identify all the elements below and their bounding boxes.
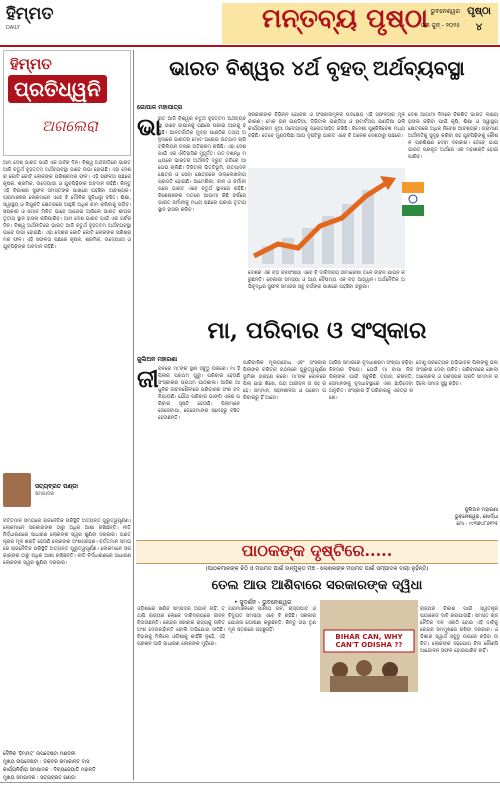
page-number: ୪ xyxy=(475,22,483,33)
column-divider xyxy=(133,50,134,780)
readers-banner-title: ପାଠକଙ୍କ ଦୃଷ୍ଟିରେ..... xyxy=(241,541,393,560)
editorial-text-1: ଆମ ଦେଶ ଭାରତ ପାଇଁ ଏକ ଗର୍ବର ଦିନ। ବିଶ୍ୱ ଅର୍ଥନୀତିରେ ଭାରତ ଆଜି ଚତୁର୍ଥ ବୃହତ୍ତମ ଅର୍ଥବ୍ୟବସ୍ଥା ଭାବେ ଉଭା ହୋଇଛି। ଏହା ଦେଶର କୋଟି କୋଟି ଲୋକଙ୍କ ପରିଶ୍ରମର ଫଳ। ଏହି ସଫଳତା ପଛରେ କୃଷକ, ଶ୍ରମିକ, ଉଦ୍ୟୋଗୀ ଓ ଯୁବପିଢ଼ିଙ୍କ ଅବଦାନ ରହିଛି। କିନ୍ତୁ ଏହି ବିକାଶର ସୁଫଳ ସମସ୍ତଙ୍କ ପାଖରେ ପହଞ୍ଚିବା ଆବଶ୍ୟକ। ଗ୍ରାମାଞ୍ଚଳର ଲୋକମାନେ ଏବେ ବି ମୌଳିକ ସୁବିଧାରୁ ବଞ୍ଚିତ। ଶିକ୍ଷା, ସ୍ୱାସ୍ଥ୍ୟ ଓ ନିଯୁକ୍ତି କ୍ଷେତ୍ରରେ ଆହୁରି ଅଧିକ କାମ କରିବାକୁ ପଡ଼ିବ। ସରକାର ଓ ସମାଜ ମିଳିତ ଭାବେ ଆଗେଇ ଆସିଲେ ଭାରତ ଶୀଘ୍ର ତୃତୀୟ ସ୍ଥାନ ହାସଲ କରିପାରିବ। ଆମ ଦେଶ ଭାରତ ପାଇଁ ଏକ ଗର୍ବର ଦିନ। ବିଶ୍ୱ ଅର୍ଥନୀତିରେ ଭାରତ ଆଜି ଚତୁର୍ଥ ବୃହତ୍ତମ ଅର୍ଥବ୍ୟବସ୍ଥା ଭାବେ ଉଭା ହୋଇଛି। ଏହା ଦେଶର କୋଟି କୋଟି ଲୋକଙ୍କ ପରିଶ୍ରମର ଫଳ। ଏହି ସଫଳତା ପଛରେ କୃଷକ, ଶ୍ରମିକ, ଉଦ୍ୟୋଗୀ ଓ ଯୁବପିଢ଼ିଙ୍କ ଅବଦାନ ରହିଛି। xyxy=(3,160,131,250)
left-column xyxy=(3,50,131,784)
growth-chart-icon xyxy=(248,168,405,268)
advisory-line-2: କାର୍ଯ୍ୟନିର୍ବାହୀ ସମ୍ପାଦକ : ଦିବ୍ୟଜ୍ୟୋତି ମହାନ୍ତି xyxy=(3,767,96,773)
article1-byline: ଗୋପାଳ ମହାପାତ୍ର xyxy=(137,104,183,111)
sig-place: ଭୁବନେଶ୍ୱର, ଖୋର୍ଦ୍ଧା xyxy=(454,514,498,520)
article2-dropcap: ଜୀ xyxy=(137,364,159,393)
column-logo-l1: ହିମ୍ମତ xyxy=(10,55,52,73)
advisory-board xyxy=(3,750,131,782)
article3-headline: ତେଲ ଆଉ ଆଶିବାରେ ସରକାରଙ୍କ ଦ୍ୱିଧା xyxy=(211,578,423,593)
brand-name: ହିମ୍ମତ xyxy=(6,4,54,24)
readers-subtitle: (ପାଠକମାନଙ୍କ ଚିଠି ଓ ମତାମତ ପାଇଁ ଉନ୍ମୁକ୍ତ ମଞ୍ଚ - ଲେଖକଙ୍କ ମତାମତ ପାଇଁ ସମ୍ପାଦକ ଦାୟୀ ନୁହଁନ୍ତି) xyxy=(205,566,429,572)
article1-col2: ସରକାରଙ୍କ ବିଭିନ୍ନ ଯୋଜନା ଓ ସଂସ୍କାରମୂଳକ ପଦକ୍ଷେପ ଏହି ସଫଳତାର ମୂଳ କାରଣ। ମେକ ଇନ୍ ଇଣ୍ଡିଆ, ଡିଜିଟାଲ ଇଣ୍ଡିଆ ଓ ଷ୍ଟାର୍ଟଅପ ଇଣ୍ଡିଆ ଭଳି କାର୍ଯ୍ୟକ୍ରମ ନୂଆ ଉଦ୍ୟୋଗକୁ ପ୍ରୋତ୍ସାହିତ କରିଛି। ବିଦେଶୀ ପୁଞ୍ଜିନିବେଶ ମଧ୍ୟ ବଢ଼ିଛି। ତେବେ ମୁଣ୍ଡପିଛା ଆୟ ଦୃଷ୍ଟିରୁ ଭାରତ ଏବେ ବି ଅନେକ ଦେଶଠାରୁ ପଛରେ। xyxy=(248,112,405,139)
edition-place: ଭୁବନେଶ୍ୱର xyxy=(430,8,460,15)
article2-signature xyxy=(418,507,498,528)
article3-col1: ଓଡ଼ିଶାରେ ଖଣିଜ ସମ୍ପଦର ଅଭାବ ନାହିଁ, ତଥାପି ରାଜ୍ୟର ଲୋକେ ଦାରିଦ୍ର୍ୟରେ ଜୀବନ ବିତାଉଛନ୍ତି। କେନ୍ଦ୍ର ସରକାର ରାଜ୍ୟକୁ ଉଚିତ ଅଂଶ ଦେଉନାହାଁନ୍ତି ବୋଲି ଅଭିଯୋଗ ଉଠିଛି। ବିହାରକୁ ମିଳିଲେ ଓଡ଼ିଶାକୁ କାହିଁକି ନୁହେଁ, ଏହି ପ୍ରଶ୍ନ ଆଜି ସାଧାରଣ ଲୋକଙ୍କ ମୁହଁରେ। xyxy=(137,606,225,647)
protest-photo xyxy=(320,600,418,692)
column-logo-l3: ଅଗଲେରା xyxy=(42,117,98,135)
column-logo-l2: ପ୍ରତିଧ୍ୱନି xyxy=(8,75,107,103)
article2-byline: ଜୁଲିଅନ ମହାରଣା xyxy=(137,356,178,363)
article1-headline: ଭାରତ ବିଶ୍ୱର ୪ର୍ଥ ବୃହତ୍ ଅର୍ଥବ୍ୟବସ୍ଥା xyxy=(169,56,465,80)
column-logo xyxy=(3,50,131,156)
advisory-title: ଦୈନିକ 'ହିମ୍ମତ' ଉପଦେଷ୍ଟା ମଣ୍ଡଳୀ xyxy=(3,751,76,757)
edition-date: ୦୩ ଜୁନ୍ - ୨୦୨୫ xyxy=(420,22,460,29)
article2-col4: ତେଣୁ ପ୍ରତ୍ୟେକ ଅଭିଭାବକ ପିଲାଙ୍କୁ ଭଲ ସଂସ୍କାର ଦେବା ଉଚିତ। ପରିବାରରେ ଖୋଲା ଆଲୋଚନା ଓ ପରସ୍ପର ପ୍ରତି ସମ୍ମାନ ରହିଲେ ସମାଜ ସୁସ୍ଥ ରହିବ। xyxy=(416,360,498,387)
page-bottom-rule xyxy=(0,782,500,783)
sig-name: ଜୁଲିଅନ ମହାରଣା xyxy=(464,507,498,513)
protest-banner-text: BIHAR CAN, WHY CAN'T ODISHA ?? xyxy=(335,633,403,649)
editorial-text-2: ବର୍ତ୍ତମାନ ସମୟରେ ରାଜନୈତିକ ପରିସ୍ଥିତି ଅତ୍ୟନ୍ତ ଗୁରୁତ୍ୱପୂର୍ଣ୍ଣ। ଲୋକମାନେ ସରକାରଙ୍କ ଠାରୁ ଅଧିକ ଆଶା ରଖିଛନ୍ତି। ନୀତି ନିର୍ଦ୍ଧାରଣରେ ସାଧାରଣ ଲୋକଙ୍କ ସ୍ୱର ଶୁଣିବା ଦରକାର। ଗଣତନ୍ତ୍ରର ମୂଳ ଶକ୍ତି ହେଉଛି ଲୋକଙ୍କ ଅଂଶଗ୍ରହଣ। ବର୍ତ୍ତମାନ ସମୟରେ ରାଜନୈତିକ ପରିସ୍ଥିତି ଅତ୍ୟନ୍ତ ଗୁରୁତ୍ୱପୂର୍ଣ୍ଣ। ଲୋକମାନେ ସରକାରଙ୍କ ଠାରୁ ଅଧିକ ଆଶା ରଖିଛନ୍ତି। ନୀତି ନିର୍ଦ୍ଧାରଣରେ ସାଧାରଣ ଲୋକଙ୍କ ସ୍ୱର ଶୁଣିବା ଦରକାର। xyxy=(3,518,131,566)
article1-col1: ରତ ଆଜି ବିଶ୍ୱର ଚତୁର୍ଥ ବୃହତ୍ତମ ଅର୍ଥବ୍ୟବସ୍ଥା ଭାବେ ଜାପାନକୁ ପଛରେ ପକାଇ ଆଗକୁ ବଢ଼ିଛି। ଆନ୍ତର୍ଜାତିକ ମୁଦ୍ରା ପାଣ୍ଠିର ତଥ୍ୟ ଅନୁସାରେ ଭାରତର ମୋଟ ଘରୋଇ ଉତ୍ପାଦ ଚାରି ଟ୍ରିଲିୟନ ଡଲାର ଅତିକ୍ରମ କରିଛି। ଏହା ଦେଶ ପାଇଁ ଏକ ଐତିହାସିକ ମୁହୂର୍ତ୍ତ। ଗତ ଦଶନ୍ଧି ମଧ୍ୟରେ ଭାରତର ଅର୍ଥନୀତି ଦ୍ରୁତ ଗତିରେ ଆଗେଇ ଚାଲିଛି। ଡିଜିଟାଲ ଭିତ୍ତିଭୂମି, ଉତ୍ପାଦନ କ୍ଷେତ୍ର ଓ ସେବା କ୍ଷେତ୍ରରେ ଉଲ୍ଲେଖନୀୟ ପ୍ରଗତି ହୋଇଛି। ଆମେରିକା, ଚୀନ ଓ ଜର୍ମାନୀ ପରେ ଭାରତ ଏବେ ଚତୁର୍ଥ ସ୍ଥାନରେ ରହିଛି। ବିଶେଷଜ୍ଞଙ୍କ ମତରେ ଆଗାମୀ କିଛି ବର୍ଷରେ ଭାରତ ଜର୍ମାନୀକୁ ମଧ୍ୟ ପଛରେ ପକାଇ ତୃତୀୟ ସ୍ଥାନ ହାସଲ କରିବ। xyxy=(158,116,246,213)
brand-tag: DAILY xyxy=(6,25,20,31)
author-box xyxy=(3,462,131,518)
article1-col4: ଦେଶ ଆଗାମୀ ଦିନରେ ବିକଶିତ ଭାରତ ଲକ୍ଷ୍ୟ ହାସଲ କରିବା ପାଇଁ କୃଷି, ଶିକ୍ଷା ଓ ସ୍ୱାସ୍ଥ୍ୟ କ୍ଷେତ୍ରରେ ଅଧିକ ନିବେଶ ଆବଶ୍ୟକ। ଗ୍ରାମୀଣ ଅର୍ଥନୀତିକୁ ସୁଦୃଢ଼ କରିବା ସହ ଯୁବପିଢ଼ିଙ୍କୁ କୌଶଳ ପ୍ରଶିକ୍ଷଣ ଦେବା ଦରକାର। ତେବେ ଯାଇ ଭାରତ ପ୍ରକୃତ ଅର୍ଥରେ ଏକ ମହାଶକ୍ତି ହୋଇପାରିବ। xyxy=(408,112,498,160)
page-number-box xyxy=(463,4,495,38)
article3-byline: • ସୁଦର୍ଶନ - ଭୁବନେଶ୍ୱର xyxy=(234,599,292,606)
page-label: ପୃଷ୍ଠା xyxy=(467,6,491,17)
article2-col3: ଆଜିର ସମାଜରେ ବୃଦ୍ଧାଶ୍ରମ ସଂଖ୍ୟା ବଢ଼ିବା ଚିନ୍ତାର ବିଷୟ। ଯେଉଁ ମା ବାପା ନିଜ ପିଲାଙ୍କ ପାଇଁ ସବୁକିଛି ତ୍ୟାଗ କରନ୍ତି, ସେମାନଙ୍କୁ ବୃଦ୍ଧାବସ୍ଥାରେ ଏକା ଛାଡ଼ିଦେବା ଅନୁଚିତ। ସଂସ୍କାର ହିଁ ପରିବାରକୁ ଏକତ୍ର ରଖେ। xyxy=(329,360,413,401)
article3-col2: ଗ୍ରାମାଞ୍ଚଳରେ ପାନୀୟ ଜଳ, ରାସ୍ତାଘାଟ ଓ ବିଦ୍ୟୁତ ସମସ୍ୟା ଏବେ ବି ରହିଛି। ସରକାର ଯୋଜନା ଘୋଷଣା କରୁଛନ୍ତି, କିନ୍ତୁ ତାହା ତୃଣମୂଳ ସ୍ତରରେ ପହଞ୍ଚୁନାହିଁ। xyxy=(228,606,316,633)
article3-col3: ରାଜ୍ୟର ବିକାଶ ପାଇଁ ସ୍ୱତନ୍ତ୍ର ପ୍ୟାକେଜ ଦାବି କରାଯାଉଛି। ସମସ୍ତ ରାଜନୈତିକ ଦଳ ଏକାଠି ହୋଇ ଏହି ଦାବିକୁ କେନ୍ଦ୍ର ସମ୍ମୁଖରେ ରଖିବା ଦରକାର। ଓଡ଼ିଶାର ସ୍ୱାର୍ଥ ସବୁଠୁ ଉପରେ ରହିବା ଉଚିତ। ଲୋକଙ୍କ ସହଯୋଗ ବିନା କୌଣସି ଆନ୍ଦୋଳନ ସଫଳ ହୋଇପାରିବ ନାହିଁ। xyxy=(420,606,498,654)
author-photo xyxy=(3,473,31,507)
article2-col1: ବନରେ ମା'ଙ୍କ ସ୍ଥାନ ସବୁଠୁ ଉଚ୍ଚରେ। ମା ହିଁ ପିଲାର ପ୍ରଥମ ଗୁରୁ। ପରିବାର ହେଉଛି ସଂସ୍କାରର ପ୍ରଥମ ପାଠଶାଳା। ଆଜିର ଆଧୁନିକ ଜୀବନଶୈଳୀରେ ପରିବାରର ସଂଜ୍ଞା ବଦଳିଯାଉଛି। ଯୌଥ ପରିବାର ଭାଙ୍ଗି ଏକକ ପରିବାର ସୃଷ୍ଟି ହେଉଛି। ପିଲାମାନେ ଜେଜେବାପା, ଜେଜେମାଙ୍କ ସ୍ନେହରୁ ବଞ୍ଚିତ ହେଉଛନ୍ତି। xyxy=(158,366,240,421)
article2-headline: ମା, ପରିବାର ଓ ସଂସ୍କାର xyxy=(207,317,427,344)
advisory-line-3: ମୁଖ୍ୟ ସମ୍ପାଦକ : ସତ୍ୟବ୍ରତ ପଣ୍ଡା xyxy=(3,775,76,781)
author-name: ସତ୍ୟବ୍ରତ ପଣ୍ଡା xyxy=(35,483,78,490)
sig-phone: ମୋ - ୯୯୩୭୪୮୬୧୨୫ xyxy=(456,521,498,527)
brand-logo xyxy=(6,4,86,40)
top-rule xyxy=(0,45,500,47)
section-title: ମନ୍ତବ୍ୟ ପୃଷ୍ଠା xyxy=(262,4,429,34)
article1-col3: ଦେଶର ଏକ ବଡ଼ ଜନସଂଖ୍ୟା ଏବେ ବି ଦାରିଦ୍ର୍ୟ ସୀମାରେଖା ତଳେ ଜୀବନ ଯାପନ କରୁଛନ୍ତି। ବେକାରୀ ସମସ୍ୟା ଓ ଆୟ ବୈଷମ୍ୟ ଏକ ବଡ଼ ଆହ୍ୱାନ। ଅର୍ଥନୈତିକ ଅଭିବୃଦ୍ଧିର ସୁଫଳ ସମାଜର ସବୁ ବର୍ଗଙ୍କ ପାଖରେ ପହଞ୍ଚିବା ଜରୁରୀ। xyxy=(248,270,405,290)
author-role: ସମ୍ପାଦକ xyxy=(35,491,55,497)
advisory-line-1: ମୁଖ୍ୟ ଉପଦେଷ୍ଟା : ଡକ୍ଟର ରମାକାନ୍ତ ଦାସ xyxy=(3,759,90,765)
article1-dropcap: ଭା xyxy=(137,112,162,141)
article2-col2: ପାରିବାରିକ ମୂଲ୍ୟବୋଧ ଏବଂ ସଂସ୍କାର ପିଲାଙ୍କ ଚରିତ୍ର ଗଠନରେ ଗୁରୁତ୍ୱପୂର୍ଣ୍ଣ ଭୂମିକା ଗ୍ରହଣ କରେ। ମା'ଙ୍କ କୋଳରେ ପିଲା ଯାହା ଶିଖେ, ତାହା ଆଜୀବନ ତା ସହ ରହେ। ସମ୍ମାନ, ସହନଶୀଳତା ଓ ପ୍ରେମ ପରିବାରରୁ ହିଁ ଆସେ। xyxy=(243,360,326,401)
edition-info xyxy=(398,5,460,33)
